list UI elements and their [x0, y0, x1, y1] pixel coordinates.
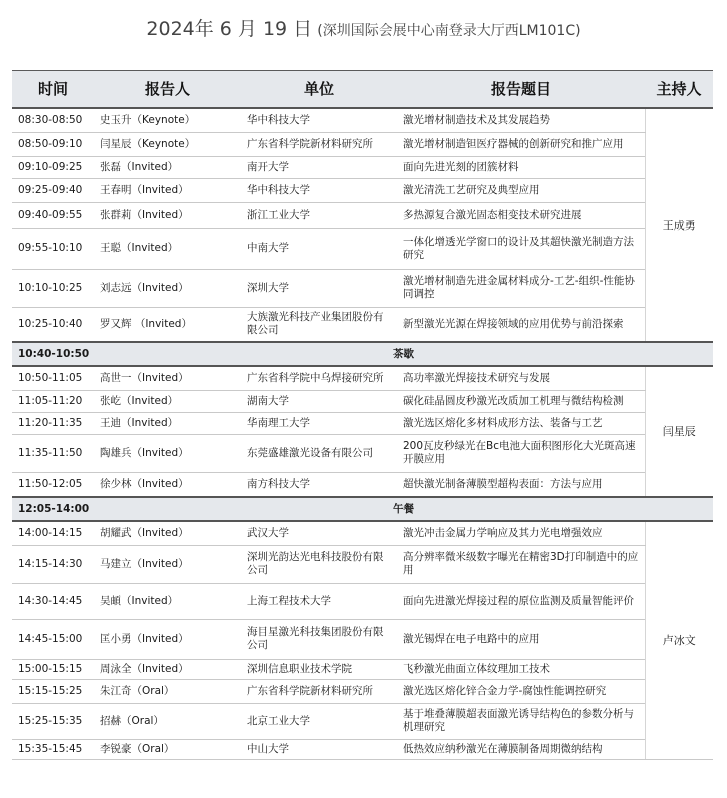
org-cell: 北京工业大学 [241, 703, 397, 739]
speaker-cell: 张群莉（Invited） [94, 202, 241, 228]
schedule-row [12, 366, 713, 390]
host-cell: 卢冰文 [645, 521, 713, 759]
title-cell: 激光选区熔化多材料成形方法、装备与工艺 [397, 412, 645, 434]
schedule-row [12, 202, 713, 228]
schedule-row [12, 703, 713, 739]
org-cell: 深圳光韵达光电科技股份有限公司 [241, 545, 397, 583]
schedule-row [12, 178, 713, 202]
column-header-host: 主持人 [645, 71, 713, 109]
title-cell: 激光锡焊在电子电路中的应用 [397, 619, 645, 659]
header-row [12, 71, 713, 109]
org-cell: 深圳大学 [241, 269, 397, 307]
time-cell: 09:25-09:40 [12, 178, 94, 202]
schedule-row [12, 739, 713, 759]
schedule-row [12, 472, 713, 497]
title-cell: 碳化硅晶圆皮秒激光改质加工机理与微结构检测 [397, 390, 645, 412]
break-row [12, 342, 713, 366]
time-cell: 11:35-11:50 [12, 434, 94, 472]
time-cell: 11:20-11:35 [12, 412, 94, 434]
speaker-cell: 张屹（Invited） [94, 390, 241, 412]
schedule-row [12, 412, 713, 434]
title-cell: 飞秒激光曲面立体纹理加工技术 [397, 659, 645, 679]
schedule-row [12, 434, 713, 472]
break-time-cell: 10:40-10:50 [12, 342, 94, 366]
org-cell: 华中科技大学 [241, 178, 397, 202]
time-cell: 15:25-15:35 [12, 703, 94, 739]
column-header-title: 报告题目 [397, 71, 645, 109]
time-cell: 10:25-10:40 [12, 307, 94, 342]
org-cell: 中南大学 [241, 228, 397, 269]
time-cell: 11:05-11:20 [12, 390, 94, 412]
title-cell: 新型激光光源在焊接领域的应用优势与前沿探索 [397, 307, 645, 342]
title-cell: 超快激光制备薄膜型超构表面：方法与应用 [397, 472, 645, 497]
title-cell: 高功率激光焊接技术研究与发展 [397, 366, 645, 390]
org-cell: 广东省科学院新材料研究所 [241, 679, 397, 703]
speaker-cell: 罗又辉 （Invited） [94, 307, 241, 342]
break-name-cell: 茶歇 [94, 342, 713, 366]
org-cell: 南方科技大学 [241, 472, 397, 497]
title-cell: 激光增材制造先进金属材料成分-工艺-组织-性能协同调控 [397, 269, 645, 307]
time-cell: 09:40-09:55 [12, 202, 94, 228]
schedule-row [12, 545, 713, 583]
schedule-row [12, 156, 713, 178]
time-cell: 08:30-08:50 [12, 108, 94, 132]
speaker-cell: 李锐豪（Oral） [94, 739, 241, 759]
break-time-cell: 12:05-14:00 [12, 497, 94, 521]
title-cell: 面向先进光刻的团簇材料 [397, 156, 645, 178]
org-cell: 浙江工业大学 [241, 202, 397, 228]
title-cell: 激光冲击金属力学响应及其力光电增强效应 [397, 521, 645, 545]
org-cell: 华中科技大学 [241, 108, 397, 132]
schedule-row [12, 659, 713, 679]
schedule-row [12, 583, 713, 619]
time-cell: 10:50-11:05 [12, 366, 94, 390]
title-cell: 激光清洗工艺研究及典型应用 [397, 178, 645, 202]
title-cell: 激光增材制造钽医疗器械的创新研究和推广应用 [397, 132, 645, 156]
schedule-row [12, 679, 713, 703]
title-cell: 一体化增透光学窗口的设计及其超快激光制造方法研究 [397, 228, 645, 269]
speaker-cell: 徐少林（Invited） [94, 472, 241, 497]
time-cell: 11:50-12:05 [12, 472, 94, 497]
speaker-cell: 王聪（Invited） [94, 228, 241, 269]
time-cell: 15:15-15:25 [12, 679, 94, 703]
schedule-row [12, 132, 713, 156]
break-name-cell: 午餐 [94, 497, 713, 521]
speaker-cell: 马建立（Invited） [94, 545, 241, 583]
title-cell: 低热效应纳秒激光在薄膜制备周期微纳结构 [397, 739, 645, 759]
time-cell: 09:55-10:10 [12, 228, 94, 269]
host-cell: 王成勇 [645, 108, 713, 342]
title-cell: 多热源复合激光固态相变技术研究进展 [397, 202, 645, 228]
org-cell: 华南理工大学 [241, 412, 397, 434]
break-row [12, 497, 713, 521]
org-cell: 东莞盛雄激光设备有限公司 [241, 434, 397, 472]
column-header-time: 时间 [12, 71, 94, 109]
time-cell: 14:45-15:00 [12, 619, 94, 659]
org-cell: 中山大学 [241, 739, 397, 759]
column-header-speaker: 报告人 [94, 71, 241, 109]
speaker-cell: 周泳全（Invited） [94, 659, 241, 679]
event-date: 2024年 6 月 19 日 [146, 18, 313, 40]
speaker-cell: 闫星辰（Keynote） [94, 132, 241, 156]
org-cell: 广东省科学院新材料研究所 [241, 132, 397, 156]
time-cell: 10:10-10:25 [12, 269, 94, 307]
schedule-row [12, 269, 713, 307]
org-cell: 武汉大学 [241, 521, 397, 545]
schedule-row [12, 228, 713, 269]
time-cell: 14:30-14:45 [12, 583, 94, 619]
title-cell: 激光选区熔化锌合金力学-腐蚀性能调控研究 [397, 679, 645, 703]
speaker-cell: 史玉升（Keynote） [94, 108, 241, 132]
page-title [0, 14, 727, 41]
speaker-cell: 张磊（Invited） [94, 156, 241, 178]
speaker-cell: 王迪（Invited） [94, 412, 241, 434]
schedule-body [12, 108, 713, 759]
schedule-row [12, 521, 713, 545]
title-cell: 200瓦皮秒绿光在Bc电池大面积图形化大光斑高速开膜应用 [397, 434, 645, 472]
org-cell: 上海工程技术大学 [241, 583, 397, 619]
org-cell: 大族激光科技产业集团股份有限公司 [241, 307, 397, 342]
time-cell: 14:15-14:30 [12, 545, 94, 583]
schedule-row [12, 307, 713, 342]
org-cell: 海目星激光科技集团股份有限公司 [241, 619, 397, 659]
org-cell: 南开大学 [241, 156, 397, 178]
speaker-cell: 吴頔（Invited） [94, 583, 241, 619]
speaker-cell: 朱江奇（Oral） [94, 679, 241, 703]
schedule-row [12, 108, 713, 132]
time-cell: 15:35-15:45 [12, 739, 94, 759]
host-cell: 闫星辰 [645, 366, 713, 497]
title-cell: 高分辨率微米级数字曝光在精密3D打印制造中的应用 [397, 545, 645, 583]
time-cell: 09:10-09:25 [12, 156, 94, 178]
schedule-table [12, 70, 713, 760]
speaker-cell: 胡耀武（Invited） [94, 521, 241, 545]
title-cell: 面向先进激光焊接过程的原位监测及质量智能评价 [397, 583, 645, 619]
time-cell: 08:50-09:10 [12, 132, 94, 156]
speaker-cell: 王春明（Invited） [94, 178, 241, 202]
speaker-cell: 刘志远（Invited） [94, 269, 241, 307]
column-header-org: 单位 [241, 71, 397, 109]
title-cell: 基于堆叠薄膜超表面激光诱导结构色的参数分析与机理研究 [397, 703, 645, 739]
org-cell: 湖南大学 [241, 390, 397, 412]
speaker-cell: 高世一（Invited） [94, 366, 241, 390]
time-cell: 14:00-14:15 [12, 521, 94, 545]
time-cell: 15:00-15:15 [12, 659, 94, 679]
event-venue: (深圳国际会展中心南登录大厅西LM101C) [317, 23, 581, 39]
org-cell: 深圳信息职业技术学院 [241, 659, 397, 679]
org-cell: 广东省科学院中乌焊接研究所 [241, 366, 397, 390]
speaker-cell: 陶雄兵（Invited） [94, 434, 241, 472]
schedule-row [12, 390, 713, 412]
speaker-cell: 招赫（Oral） [94, 703, 241, 739]
speaker-cell: 匡小勇（Invited） [94, 619, 241, 659]
title-cell: 激光增材制造技术及其发展趋势 [397, 108, 645, 132]
schedule-row [12, 619, 713, 659]
